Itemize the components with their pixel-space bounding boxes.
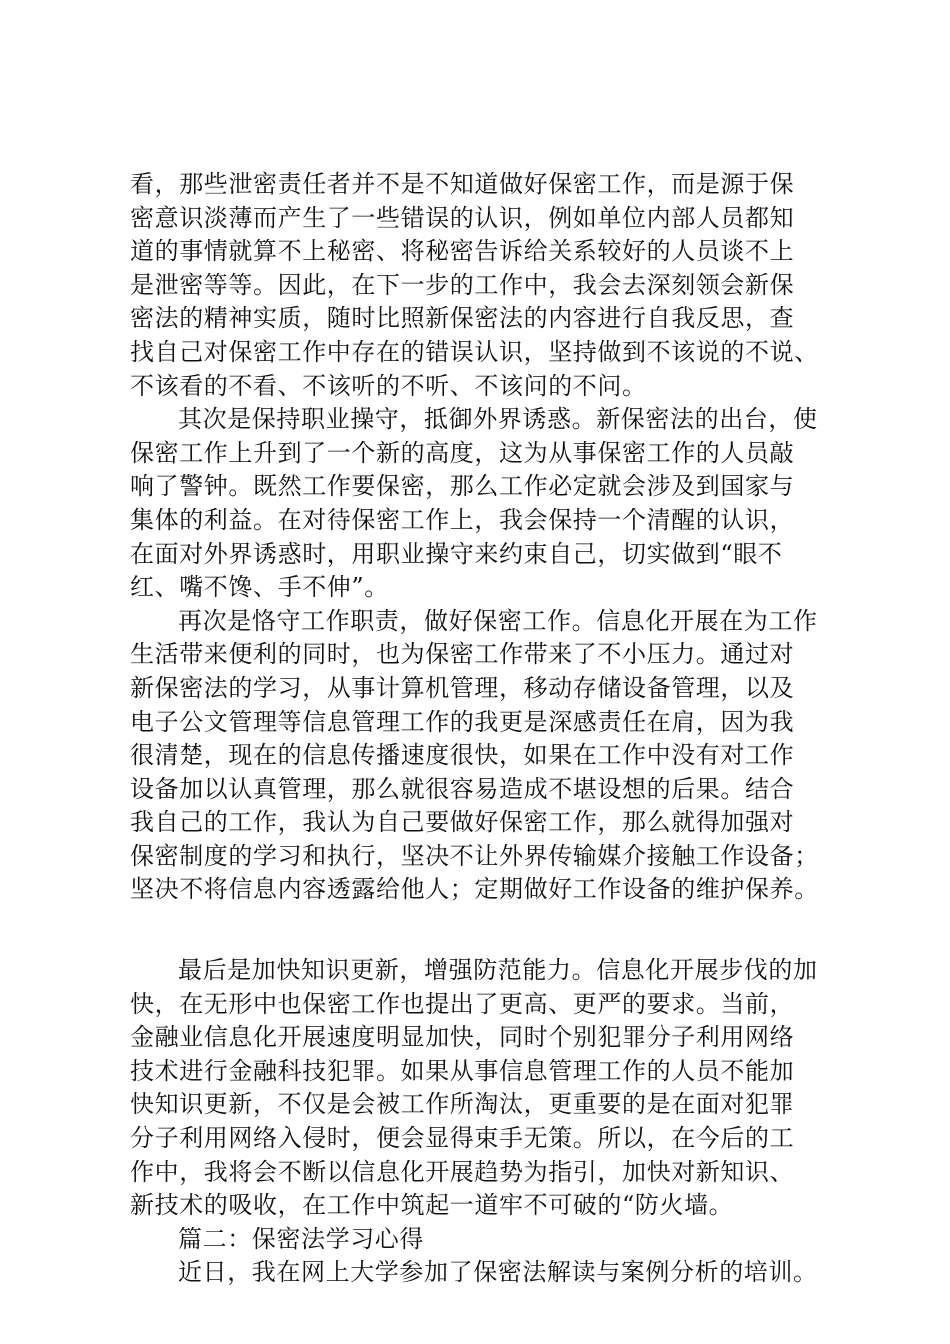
text-line: 技术进行金融科技犯罪。如果从事信息管理工作的人员不能加: [130, 1056, 795, 1085]
text-line: 道的事情就算不上秘密、将秘密告诉给关系较好的人员谈不上: [130, 237, 795, 266]
text-line: 看，那些泄密责任者并不是不知道做好保密工作，而是源于保: [130, 170, 795, 198]
text-line: 找自己对保密工作中存在的错误认识，坚持做到不该说的不说、: [130, 337, 819, 366]
text-line: 响了警钟。既然工作要保密，那么工作必定就会涉及到国家与: [130, 472, 795, 501]
paragraph-start-line: 近日，我在网上大学参加了保密法解读与案例分析的培训。: [178, 1258, 818, 1287]
text-line: 分子利用网络入侵时，便会显得束手无策。所以，在今后的工: [130, 1124, 795, 1153]
text-line: 新技术的吸收，在工作中筑起一道牢不可破的“防火墙。: [130, 1191, 734, 1220]
text-line: 红、嘴不馋、手不伸”。: [130, 573, 389, 602]
text-line: 快知识更新，不仅是会被工作所淘汰，更重要的是在面对犯罪: [130, 1090, 795, 1119]
text-line: 作中，我将会不断以信息化开展趋势为指引，加快对新知识、: [130, 1157, 795, 1186]
body-text: [130, 168, 830, 1290]
section-heading: 篇二：保密法学习心得: [178, 1224, 424, 1253]
text-line: 生活带来便利的同时，也为保密工作带来了不小压力。通过对: [130, 640, 795, 669]
text-line: 密法的精神实质，随时比照新保密法的内容进行自我反思，查: [130, 304, 795, 333]
text-line: 很清楚，现在的信息传播速度很快，如果在工作中没有对工作: [130, 741, 795, 770]
paragraph-gap: [130, 907, 830, 954]
text-line: 在面对外界诱惑时，用职业操守来约束自己，切实做到“眼不: [130, 539, 783, 568]
text-line: 是泄密等等。因此，在下一步的工作中，我会去深刻领会新保: [130, 270, 795, 299]
text-line: 保密制度的学习和执行，坚决不让外界传输媒介接触工作设备；: [130, 841, 819, 870]
paragraph-start-line: 最后是加快知识更新，增强防范能力。信息化开展步伐的加: [178, 956, 818, 985]
text-line: 保密工作上升到了一个新的高度，这为从事保密工作的人员敲: [130, 438, 795, 467]
text-line: 密意识淡薄而产生了一些错误的认识，例如单位内部人员都知: [130, 203, 795, 232]
text-line: 快，在无形中也保密工作也提出了更高、更严的要求。当前，: [130, 989, 795, 1018]
paragraph-start-line: 其次是保持职业操守，抵御外界诱惑。新保密法的出台，使: [178, 405, 818, 434]
text-line: 我自己的工作，我认为自己要做好保密工作，那么就得加强对: [130, 808, 795, 837]
text-line: 电子公文管理等信息管理工作的我更是深感责任在肩，因为我: [130, 707, 795, 736]
paragraph-start-line: 再次是恪守工作职责，做好保密工作。信息化开展在为工作: [178, 606, 818, 635]
text-line: 金融业信息化开展速度明显加快，同时个别犯罪分子利用网络: [130, 1023, 795, 1052]
text-line: 坚决不将信息内容透露给他人；定期做好工作设备的维护保养。: [130, 875, 819, 904]
text-line: 新保密法的学习，从事计算机管理，移动存储设备管理，以及: [130, 673, 795, 702]
text-line: 集体的利益。在对待保密工作上，我会保持一个清醒的认识，: [130, 505, 795, 534]
text-line: 不该看的不看、不该听的不听、不该问的不问。: [130, 371, 647, 400]
text-line: 设备加以认真管理，那么就很容易造成不堪设想的后果。结合: [130, 774, 795, 803]
